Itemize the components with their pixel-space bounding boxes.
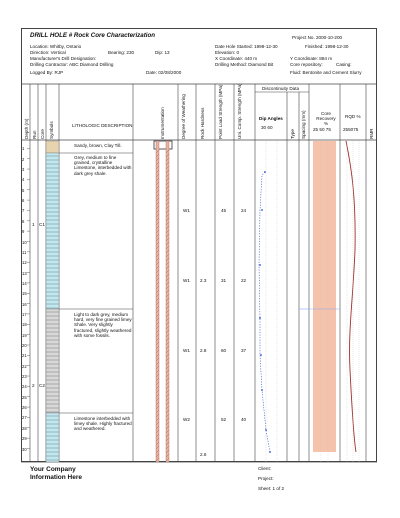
rqd-scale: 255075 <box>343 127 359 132</box>
depth-label: 29 <box>22 436 27 442</box>
depth-label: 1 <box>22 146 25 152</box>
elevation: Elevation: 0 <box>215 50 240 55</box>
col-rmr: RMR <box>369 128 374 139</box>
uni-1: 24 <box>241 208 247 213</box>
col-dip-angles: Dip Angles <box>259 116 283 121</box>
col-instrumentation: Instrumentation <box>160 107 165 139</box>
col-type: Type <box>290 129 295 139</box>
logged-by: Logged By: RJP <box>30 70 64 75</box>
col-hardness: Rock Hardness <box>200 107 205 139</box>
company-name: Your Company <box>30 466 76 473</box>
depth-label: 23 <box>22 374 27 380</box>
depth-label: 14 <box>22 280 27 286</box>
depth-label: 16 <box>22 301 27 307</box>
date: Date: 02/08/2000 <box>146 70 182 75</box>
hardness-3: 2.8 <box>200 348 207 353</box>
litho-shale: Light to dark grey, medium hard, very fine grained limey Shale. Very slightly fractured, slightly weathered with some fossils. <box>74 312 132 338</box>
col-spacing: Spacing (mm) <box>301 110 306 139</box>
col-uniaxial: Uni. Comp. Strength (MPa) <box>237 83 242 139</box>
depth-label: 26 <box>22 405 27 411</box>
dip: Dip: 13 <box>155 50 170 55</box>
bearing: Bearing: 230 <box>108 50 135 55</box>
point-load-3: 60 <box>221 348 227 353</box>
fluid: Fluid: Bentonite and Cement Slurry <box>290 70 362 75</box>
col-depth: Depth (m) <box>24 118 29 139</box>
depth-label: 12 <box>22 260 27 266</box>
sheet: Sheet: 1 of 2 <box>258 486 285 491</box>
col-point-load: Point Load Strength (MPa) <box>218 84 223 139</box>
run-1: 1 <box>32 222 35 227</box>
depth-label: 25 <box>22 394 27 400</box>
dip-point <box>259 264 261 266</box>
depth-label: 5 <box>22 187 25 193</box>
col-litho: LITHOLOGIC DESCRIPTION <box>72 123 133 128</box>
project: Project: <box>258 476 274 481</box>
depth-label: 8 <box>22 218 25 224</box>
col-symbols: Symbols <box>49 121 54 139</box>
hardness-2: 2.3 <box>200 278 207 283</box>
weathering-4: W2 <box>183 417 190 422</box>
depth-label: 10 <box>22 239 27 245</box>
weathering-1: W1 <box>183 208 190 213</box>
depth-label: 2 <box>22 156 25 162</box>
col-run: Run <box>32 130 37 139</box>
depth-label: 7 <box>22 208 25 214</box>
core-1: C1 <box>39 222 45 227</box>
finished: Finished: 1998-12-30 <box>305 44 349 49</box>
date-started: Date Hole Started: 1998-12-30 <box>215 44 278 49</box>
depth-label: 15 <box>22 291 27 297</box>
litho-clay-till: Sandy, brown, Clay Till. <box>74 143 122 148</box>
depth-label: 21 <box>22 353 27 359</box>
uni-3: 37 <box>241 348 247 353</box>
direction: Direction: Vertical <box>30 50 66 55</box>
depth-label: 13 <box>22 270 27 276</box>
litho-limestone: Grey, medium to fine grained, crystalline Limestone, interbedded with dark grey shale. <box>74 155 132 176</box>
depth-label: 6 <box>22 198 25 204</box>
point-load-2: 31 <box>221 278 227 283</box>
x-coordinate: X Coordinate: 440 m <box>215 56 258 61</box>
point-load-1: 45 <box>221 208 227 213</box>
run-2: 2 <box>32 383 35 388</box>
core-2: C2 <box>39 383 45 388</box>
log-title: DRILL HOLE # Rock Core Characterization <box>30 32 156 39</box>
hardness-5: 2.6 <box>200 452 207 457</box>
location: Location: Whitby, Ontario <box>30 44 82 49</box>
weathering-3: W1 <box>183 348 190 353</box>
dip-point <box>260 354 262 356</box>
weathering-2: W1 <box>183 278 190 283</box>
drilling-method: Drilling Method: Diamond Bit <box>215 62 274 67</box>
depth-label: 24 <box>22 384 27 390</box>
depth-label: 27 <box>22 415 27 421</box>
uni-4: 40 <box>241 417 247 422</box>
col-rqd: RQD % <box>345 114 361 119</box>
project-no: Project No. 2000-10-200 <box>292 35 343 40</box>
litho-limestone-shale: Limestone interbedded with limey shale. Highly fractured and weathered. <box>74 416 132 432</box>
depth-label: 20 <box>22 343 27 348</box>
dip-point <box>261 209 263 211</box>
manufacturer: Manufacturer's Drill Designation: <box>30 56 97 61</box>
col-core-recovery: Core Recovery % <box>316 111 336 127</box>
depth-label: 19 <box>22 332 27 338</box>
depth-label: 17 <box>22 311 27 317</box>
depth-label: 11 <box>22 249 27 255</box>
col-core: Core <box>40 129 45 139</box>
depth-label: 28 <box>22 425 27 431</box>
dip-scale: 30 60 <box>261 125 273 130</box>
depth-label: 4 <box>22 177 25 183</box>
depth-label: 9 <box>22 229 25 235</box>
col-weathering: Degree of Weathering <box>181 94 186 139</box>
rec-scale: 25 50 75 <box>313 127 331 132</box>
depth-label: 22 <box>22 363 27 369</box>
depth-label: 3 <box>22 167 25 173</box>
depth-label: 30 <box>22 446 27 452</box>
depth-label: 18 <box>22 322 27 328</box>
contractor: Drilling Contractor: ABC Diamond Drilling <box>30 62 114 67</box>
col-discontinuity: Discontinuity Data <box>262 86 300 91</box>
core-repository: Core repository: <box>290 62 323 67</box>
point-load-4: 52 <box>221 417 227 422</box>
client: Client: <box>258 466 272 471</box>
casing: Casing: <box>336 62 352 67</box>
company-info: Information Here <box>30 474 83 481</box>
uni-2: 22 <box>241 278 247 283</box>
y-coordinate: Y Coordinate: 884 m <box>290 56 333 61</box>
